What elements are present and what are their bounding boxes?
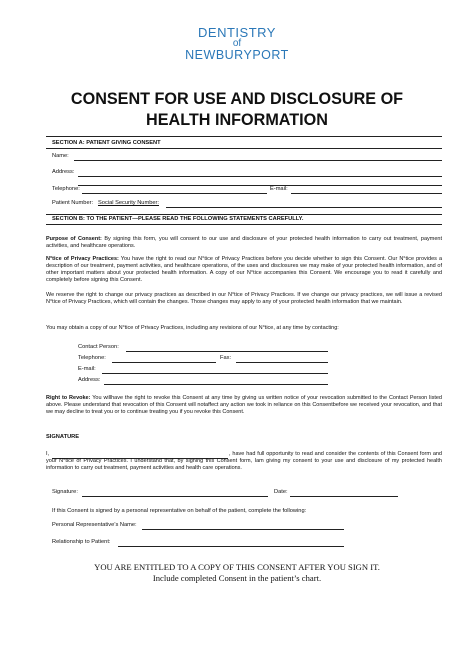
logo-line-2: of — [232, 38, 242, 49]
revoke-paragraph — [46, 395, 442, 416]
date-label: Date: — [274, 489, 288, 495]
representative-name-field[interactable] — [142, 529, 344, 530]
form-title-line-2: HEALTH INFORMATION — [146, 111, 328, 129]
email-label: E-mail: — [270, 186, 288, 192]
patient-number-label: Patient Number: — [52, 200, 94, 206]
email-field[interactable] — [291, 193, 442, 194]
form-title-line-1: CONSENT FOR USE AND DISCLOSURE OF — [70, 90, 404, 108]
purpose-label: Purpose of Consent: — [46, 236, 102, 242]
address-field-2[interactable] — [78, 185, 442, 186]
title-divider — [46, 136, 442, 137]
contact-person-field[interactable] — [126, 351, 328, 352]
statement-paragraph: , have had full opportunity to read and consider the contents of this Consent form and your N°tice of Privacy Practices. I understand that, by signing this Consent form, Iam giving my consent to your use and disclosure of my protected health information to carry out treatment, payment activities and health care operations. — [46, 451, 442, 472]
section-b-top-divider — [46, 214, 442, 215]
address-field-1[interactable] — [78, 176, 442, 177]
name-field[interactable] — [74, 160, 442, 161]
telephone-label: Telephone: — [52, 186, 80, 192]
contact-person-label: Contact Person: — [78, 344, 119, 350]
copy-paragraph: You may obtain a copy of our N°tice of Privacy Practices, including any revisions of our N°tice, at any time by contacting: — [46, 325, 339, 331]
notice-paragraph — [46, 256, 442, 284]
section-a-divider — [46, 148, 442, 149]
revoke-label: Right to Revoke: — [46, 395, 91, 401]
contact-address-label: Address: — [78, 377, 101, 383]
date-field[interactable] — [290, 496, 398, 497]
reserve-paragraph: We reserve the right to change our privacy practices as described in our N°tice of Privacy Practices. If we change our privacy practices, we will issue a revised N°tice of Privacy Practices, which will contain the changes. Those changes may apply to any of your protected health information that we maintain. — [46, 292, 442, 306]
relationship-field[interactable] — [118, 546, 344, 547]
purpose-text: By signing this form, you will consent to our use and disclosure of your protected health information to carry out treatment, payment activities, and healthcare operations. — [46, 236, 442, 250]
contact-fax-field[interactable] — [236, 362, 328, 363]
contact-email-label: E-mail: — [78, 366, 96, 372]
address-label: Address: — [52, 169, 75, 175]
representative-intro: If this Consent is signed by a personal representative on behalf of the patient, complete the following: — [52, 508, 307, 514]
contact-address-field[interactable] — [104, 384, 328, 385]
contact-email-field[interactable] — [102, 373, 328, 374]
practice-logo — [0, 26, 474, 62]
contact-telephone-label: Telephone: — [78, 355, 106, 361]
contact-fax-label: Fax: — [220, 355, 232, 361]
contact-telephone-field[interactable] — [112, 362, 216, 363]
relationship-label: Relationship to Patient: — [52, 539, 111, 545]
signature-field[interactable] — [82, 496, 268, 497]
section-b-divider — [46, 224, 442, 225]
section-a-heading: SECTION A: PATIENT GIVING CONSENT — [52, 140, 161, 146]
logo-line-3: NEWBURYPORT — [185, 48, 289, 62]
i-label: I, — [46, 451, 50, 457]
ssn-field[interactable] — [166, 207, 442, 208]
notice-label: N°tice of Privacy Practices: — [46, 256, 119, 262]
revoke-text: You willhave the right to revoke this Consent at any time by giving us written notice of your revocation submitted to the Contact Person listed above. Please understand that revocation of this Consent will notaffect any action we took in reliance on this Consentbefore we received your revocation, and that we may decline to treat you or to continue treating you if you revoke this Consent. — [46, 395, 442, 416]
signature-label: Signature: — [52, 489, 78, 495]
representative-name-label: Personal Representative’s Name: — [52, 522, 137, 528]
name-label: Name: — [52, 153, 69, 159]
footer-line-1: YOU ARE ENTITLED TO A COPY OF THIS CONSENT AFTER YOU SIGN IT. — [94, 562, 380, 572]
purpose-paragraph — [46, 236, 442, 250]
footer-line-2: Include completed Consent in the patient’s chart. — [152, 573, 322, 583]
section-b-heading: SECTION B: TO THE PATIENT—PLEASE READ THE FOLLOWING STATEMENTS CAREFULLY. — [52, 216, 304, 222]
telephone-field[interactable] — [82, 193, 267, 194]
ssn-label: Social Security Number: — [98, 200, 160, 206]
form-title — [0, 89, 474, 131]
notice-text: You have the right to read our N°tice of Privacy Practices before you decide whether to sign this Consent. Our N°tice provides a description of our treatment, payment activities, and healthcare operations, of the uses and disclosures we may make of your protected health information, and of other important matters about your protected health information. A copy of our N°tice accompanies this Consent. We encourage you to read it carefully and completely before signing this Consent. — [46, 256, 443, 284]
logo-line-1: DENTISTRY — [198, 25, 276, 40]
signature-heading: SIGNATURE — [46, 434, 80, 440]
